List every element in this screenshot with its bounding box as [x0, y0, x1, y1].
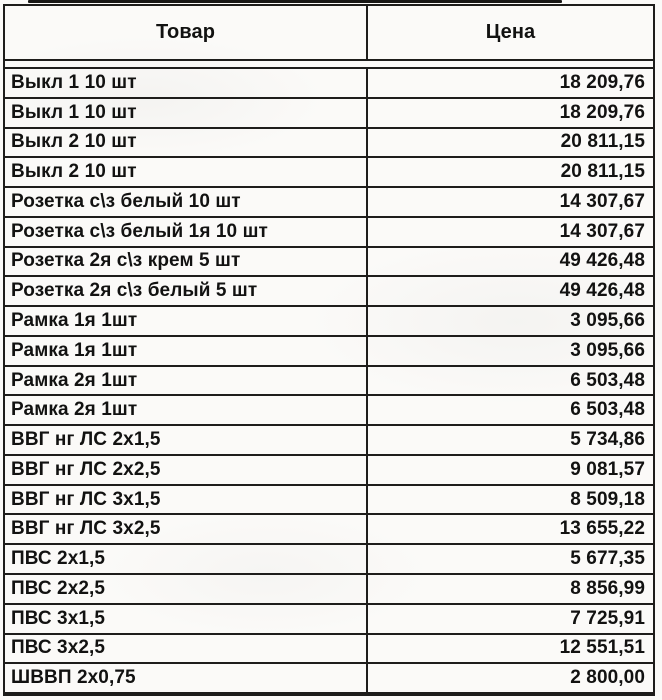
price-cell: 3 095,66 — [570, 310, 645, 331]
product-cell: ШВВП 2х0,75 — [5, 664, 368, 692]
product-cell: ВВГ нг ЛС 3х2,5 — [5, 515, 368, 543]
table-row — [5, 218, 653, 248]
price-cell: 2 800,00 — [570, 667, 645, 689]
table-row — [5, 277, 653, 307]
price-cell: 20 811,15 — [560, 131, 645, 153]
product-cell: ВВГ нг ЛС 3х1,5 — [5, 486, 368, 514]
price-cell: 12 551,51 — [559, 637, 645, 659]
table-row — [5, 69, 653, 99]
price-cell: 5 677,35 — [570, 548, 645, 570]
product-cell: ПВС 2х1,5 — [5, 545, 368, 573]
scan-top-edge-artifact — [28, 0, 562, 3]
table-row — [5, 575, 653, 605]
product-cell: Розетка с\з белый 1я 10 шт — [5, 218, 368, 246]
price-cell: 9 081,57 — [570, 458, 645, 480]
price-cell: 49 426,48 — [559, 280, 645, 302]
product-cell: Выкл 2 10 шт — [5, 158, 368, 186]
product-column-header: Товар — [5, 6, 368, 59]
table-row — [5, 129, 653, 159]
table-row — [5, 635, 653, 665]
price-table — [3, 4, 655, 696]
table-row — [5, 307, 653, 337]
table-row — [5, 605, 653, 635]
product-cell: Розетка с\з белый 10 шт — [5, 188, 368, 216]
product-cell: ПВС 3х1,5 — [5, 605, 368, 633]
table-row — [5, 158, 653, 188]
header-body-gap — [5, 61, 653, 69]
price-cell: 3 095,66 — [570, 339, 645, 361]
price-column-header: Цена — [485, 21, 536, 43]
product-cell: Розетка 2я с\з белый 5 шт — [5, 277, 368, 305]
table-row — [5, 188, 653, 218]
price-cell: 14 307,67 — [559, 220, 645, 242]
price-cell: 5 734,86 — [570, 429, 645, 451]
product-cell: Выкл 1 10 шт — [5, 69, 368, 97]
price-cell: 14 307,67 — [559, 190, 645, 212]
product-cell: ПВС 2х2,5 — [5, 575, 368, 603]
price-cell: 8 856,99 — [570, 577, 645, 599]
product-cell: Розетка 2я с\з крем 5 шт — [5, 248, 368, 276]
table-row — [5, 486, 653, 516]
product-cell: Рамка 2я 1шт — [5, 396, 368, 424]
table-row — [5, 426, 653, 456]
price-cell: 18 209,76 — [559, 101, 645, 123]
price-cell: 20 811,15 — [560, 161, 645, 183]
table-row — [5, 396, 653, 426]
product-cell: Рамка 2я 1шт — [5, 367, 368, 395]
product-cell: ПВС 3х2,5 — [5, 635, 368, 663]
table-row — [5, 545, 653, 575]
price-cell: 13 655,22 — [559, 518, 645, 540]
price-cell: 8 509,18 — [570, 488, 645, 510]
table-header-row — [5, 6, 653, 61]
price-cell: 18 209,76 — [559, 71, 645, 93]
table-row — [5, 456, 653, 486]
table-row — [5, 515, 653, 545]
price-cell: 7 725,91 — [570, 607, 645, 629]
product-cell: Выкл 2 10 шт — [5, 129, 368, 157]
table-row — [5, 367, 653, 397]
product-cell: Рамка 1я 1шт — [5, 307, 368, 335]
product-cell: ВВГ нг ЛС 2х2,5 — [5, 456, 368, 484]
product-cell: Рамка 1я 1шт — [5, 337, 368, 365]
price-cell: 6 503,48 — [570, 369, 645, 391]
product-cell: ВВГ нг ЛС 2х1,5 — [5, 426, 368, 454]
product-cell: Выкл 1 10 шт — [5, 99, 368, 127]
table-row — [5, 248, 653, 278]
table-body — [5, 69, 653, 692]
table-row — [5, 99, 653, 129]
table-row — [5, 664, 653, 692]
price-cell: 49 426,48 — [559, 250, 645, 272]
price-cell: 6 503,48 — [570, 399, 645, 421]
table-row — [5, 337, 653, 367]
